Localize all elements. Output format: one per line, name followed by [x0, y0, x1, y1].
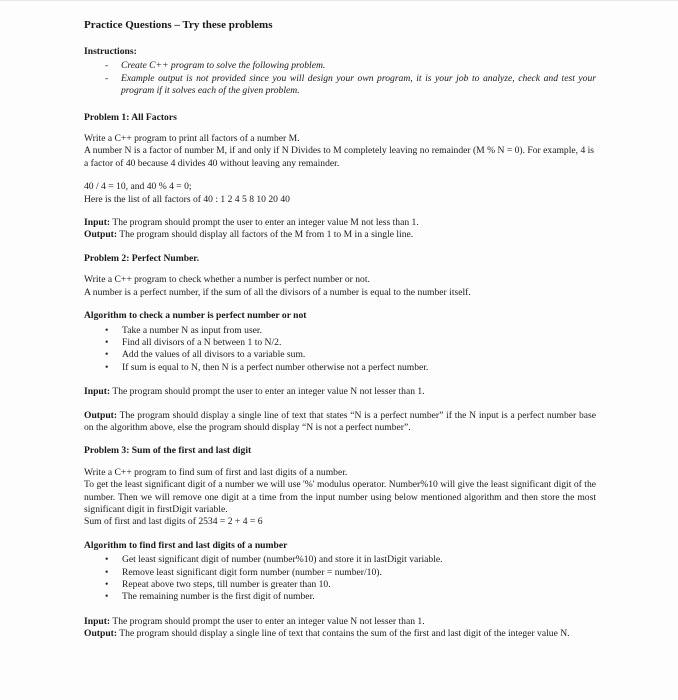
problem3-algo-heading: Algorithm to find first and last digits of a number	[84, 539, 288, 551]
problem1-example: 40 / 4 = 10, and 40 % 4 = 0;	[84, 181, 192, 193]
problem2-output	[84, 410, 596, 435]
output-label: Output:	[84, 628, 118, 640]
algo-step: • Remove least significant digit form number (number = number/10).	[84, 567, 596, 579]
output-label: Output:	[84, 409, 118, 421]
problem3-output	[84, 628, 596, 640]
problem2-algo-list	[84, 325, 596, 375]
problem2-heading: Problem 2: Perfect Number.	[84, 252, 200, 264]
problem1-line: Write a C++ program to print all factors of a number M.	[84, 133, 300, 145]
algo-step: • If sum is equal to N, then N is a perfect number otherwise not a perfect number.	[84, 362, 596, 374]
problem1-line: A number N is a factor of number M, if and only if N Divides to M completely leaving no remainder (M % N = 0). For example, 4 is a factor of 40 because 4 divides 40 without leaving any remainder.	[84, 145, 595, 169]
input-label: Input:	[84, 386, 111, 398]
output-text: The program should display all factors of the M from 1 to M in a single line.	[117, 229, 414, 241]
algo-step: • Get least significant digit of number (number%10) and store it in lastDigit variable.	[84, 554, 596, 566]
problem2-line: A number is a perfect number, if the sum of all the divisors of a number is equal to the number itself.	[84, 286, 471, 298]
instructions-list	[84, 60, 596, 97]
problem1-input	[84, 217, 596, 229]
problem3-input	[84, 616, 596, 628]
input-label: Input:	[84, 615, 111, 627]
page-title: Practice Questions – Try these problems	[84, 19, 273, 31]
output-label: Output:	[84, 229, 118, 241]
algo-step: • Find all divisors of a N between 1 to N/2.	[84, 337, 596, 349]
instruction-item: - Create C++ program to solve the following problem.	[84, 60, 596, 72]
problem2-input	[84, 386, 596, 398]
page-top-border	[0, 0, 678, 1]
input-text: The program should prompt the user to enter an integer value N not lesser than 1.	[110, 386, 425, 398]
problem1-output	[84, 229, 596, 241]
algo-step: • The remaining number is the first digit of number.	[84, 591, 596, 603]
input-text: The program should prompt the user to enter an integer value M not less than 1.	[110, 217, 419, 229]
problem3-algo-list	[84, 554, 596, 604]
problem3-line: Sum of first and last digits of 2534 = 2 + 4 = 6	[84, 516, 263, 528]
problem2-algo-heading: Algorithm to check a number is perfect number or not	[84, 310, 307, 322]
output-text: The program should display a single line of text that contains the sum of the first and last digit of the integer value N.	[117, 628, 570, 640]
algo-step: • Repeat above two steps, till number is greater than 10.	[84, 579, 596, 591]
input-text: The program should prompt the user to enter an integer value N not lesser than 1.	[110, 615, 425, 627]
algo-step: • Take a number N as input from user.	[84, 325, 596, 337]
instructions-heading: Instructions:	[84, 46, 137, 57]
problem3-line: Write a C++ program to find sum of first and last digits of a number.	[84, 466, 348, 478]
algo-step: • Add the values of all divisors to a variable sum.	[84, 349, 596, 361]
problem3-heading: Problem 3: Sum of the first and last digit	[84, 445, 252, 457]
input-label: Input:	[84, 217, 111, 229]
problem1-heading: Problem 1: All Factors	[84, 111, 177, 123]
document-content	[84, 18, 596, 641]
problem1-example: Here is the list of all factors of 40 : 1 2 4 5 8 10 20 40	[84, 193, 290, 205]
problem2-line: Write a C++ program to check whether a number is perfect number or not.	[84, 274, 370, 286]
problem3-line: To get the least significant digit of a number we will use '%' modulus operator. Number%10 will give the least significant digit of the number. Then we will remove one digit at a time from the input number using below mentioned algorithm and then store the most significant digit in firstDigit variable.	[84, 479, 596, 515]
output-text: The program should display a single line of text that states “N is a perfect number” if the N input is a perfect number base on the algorithm above, else the program should display “N is not a perfect number”.	[84, 409, 596, 433]
instruction-item: - Example output is not provided since you will design your own program, it is your job to analyze, check and test your program if it solves each of the given problem.	[84, 73, 596, 98]
